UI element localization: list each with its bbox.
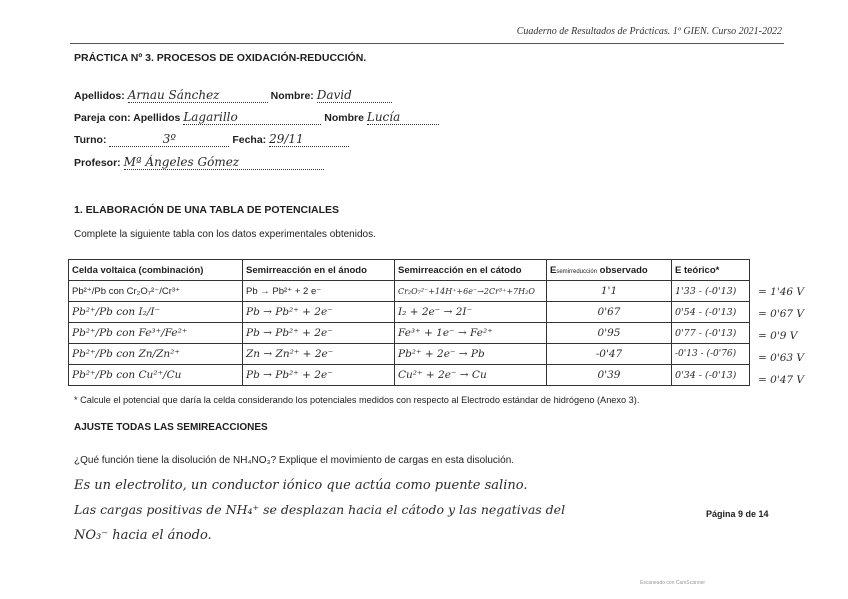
turno-row (74, 132, 349, 147)
cell-anodo: Zn → Zn²⁺ + 2e⁻ (243, 344, 395, 365)
potentials-table (68, 259, 750, 386)
cell-celda: Pb²⁺/Pb con Fe³⁺/Fe²⁺ (69, 323, 243, 344)
fecha-label: Fecha: (232, 134, 267, 146)
cell-celda: Pb²⁺/Pb con Cu²⁺/Cu (69, 365, 243, 386)
cell-eobs: 0'95 (547, 323, 672, 344)
cell-celda: Pb²⁺/Pb con Cr₂O₇²⁻/Cr³⁺ (69, 281, 243, 302)
pareja-nombre-label: Nombre (324, 112, 364, 124)
cell-catodo: Cu²⁺ + 2e⁻ → Cu (395, 365, 547, 386)
scanner-watermark: Escaneado con CamScanner (640, 580, 706, 586)
header-eobs (547, 260, 672, 281)
cell-eobs: 0'67 (547, 302, 672, 323)
cell-anodo: Pb → Pb²⁺ + 2e⁻ (243, 365, 395, 386)
cell-eteo: 1'33 - (-0'13) (672, 281, 750, 302)
section2-question: ¿Qué función tiene la disolución de NH₄NO₃? Explique el movimiento de cargas en esta disolución. (74, 455, 515, 466)
cell-celda: Pb²⁺/Pb con I₂/I⁻ (69, 302, 243, 323)
apellidos-value: Arnau Sánchez (128, 88, 268, 103)
profesor-label: Profesor: (74, 157, 121, 169)
cell-anodo: Pb → Pb²⁺ + 2e⁻ (243, 323, 395, 344)
cell-catodo: Fe³⁺ + 1e⁻ → Fe²⁺ (395, 323, 547, 344)
table-header-row (69, 260, 750, 281)
result-row-2: = 0'67 V (758, 308, 804, 320)
table-row (69, 281, 750, 302)
header-catodo: Semirreacción en el cátodo (395, 260, 547, 281)
apellidos-label: Apellidos: (74, 90, 125, 102)
turno-value: 3º (109, 132, 229, 147)
cell-catodo: Cr₂O₇²⁻+14H⁺+6e⁻→2Cr³⁺+7H₂O (395, 281, 547, 302)
table-row (69, 344, 750, 365)
pareja-nombre-value: Lucía (367, 110, 439, 125)
cell-eobs: 1'1 (547, 281, 672, 302)
header-rule (70, 43, 784, 44)
cell-catodo: I₂ + 2e⁻ → 2I⁻ (395, 302, 547, 323)
cell-anodo: Pb → Pb²⁺ + 2 e⁻ (243, 281, 395, 302)
cell-eteo: 0'34 - (-0'13) (672, 365, 750, 386)
table-row (69, 323, 750, 344)
result-row-5: = 0'47 V (758, 374, 804, 386)
practice-title: PRÁCTICA Nº 3. PROCESOS DE OXIDACIÓN-REDUCCIÓN. (74, 52, 367, 64)
cell-eteo: -0'13 - (-0'76) (672, 344, 750, 365)
cell-anodo: Pb → Pb²⁺ + 2e⁻ (243, 302, 395, 323)
notebook-header-title: Cuaderno de Resultados de Prácticas. 1º GIEN. Curso 2021-2022 (516, 26, 782, 37)
pareja-row (74, 110, 439, 125)
answer-line-1: Es un electrolito, un conductor iónico que actúa como puente salino. (74, 478, 528, 493)
section1-instruction: Complete la siguiente tabla con los datos experimentales obtenidos. (74, 229, 376, 240)
apellidos-row (74, 88, 392, 103)
cell-celda: Pb²⁺/Pb con Zn/Zn²⁺ (69, 344, 243, 365)
nombre-value: David (317, 88, 392, 103)
section1-title: 1. ELABORACIÓN DE UNA TABLA DE POTENCIALES (74, 204, 340, 216)
nombre-label: Nombre: (270, 90, 314, 102)
page-number: Página 9 de 14 (706, 509, 769, 519)
header-anodo: Semirreacción en el ánodo (243, 260, 395, 281)
header-eobs-suffix: observado (597, 264, 648, 276)
cell-eobs: 0'39 (547, 365, 672, 386)
header-celda: Celda voltaica (combinación) (69, 260, 243, 281)
result-row-1: = 1'46 V (758, 286, 804, 298)
pareja-apellidos-value: Lagarillo (183, 110, 321, 125)
result-row-4: = 0'63 V (758, 352, 804, 364)
table-footnote: * Calcule el potencial que daría la celda considerando los potenciales medidos con respecto al Electrodo estándar de hidrógeno (Anexo 3). (74, 395, 640, 405)
header-eteo: E teórico* (672, 260, 750, 281)
result-row-3: = 0'9 V (758, 330, 798, 342)
table-row (69, 365, 750, 386)
cell-eobs: -0'47 (547, 344, 672, 365)
turno-label: Turno: (74, 134, 107, 146)
header-eobs-prefix: E (550, 264, 557, 276)
cell-eteo: 0'54 - (-0'13) (672, 302, 750, 323)
answer-line-2: Las cargas positivas de NH₄⁺ se desplazan hacia el cátodo y las negativas del (74, 502, 566, 517)
profesor-row (74, 155, 324, 170)
profesor-value: Mª Ángeles Gómez (124, 155, 324, 170)
cell-eteo: 0'77 - (-0'13) (672, 323, 750, 344)
section2-title: AJUSTE TODAS LAS SEMIREACCIONES (74, 422, 268, 433)
pareja-label: Pareja con: Apellidos (74, 112, 181, 124)
cell-catodo: Pb²⁺ + 2e⁻ → Pb (395, 344, 547, 365)
answer-line-3: NO₃⁻ hacia el ánodo. (74, 528, 212, 543)
header-eobs-sub: semirreducción (556, 268, 598, 275)
table-row (69, 302, 750, 323)
fecha-value: 29/11 (269, 132, 349, 147)
